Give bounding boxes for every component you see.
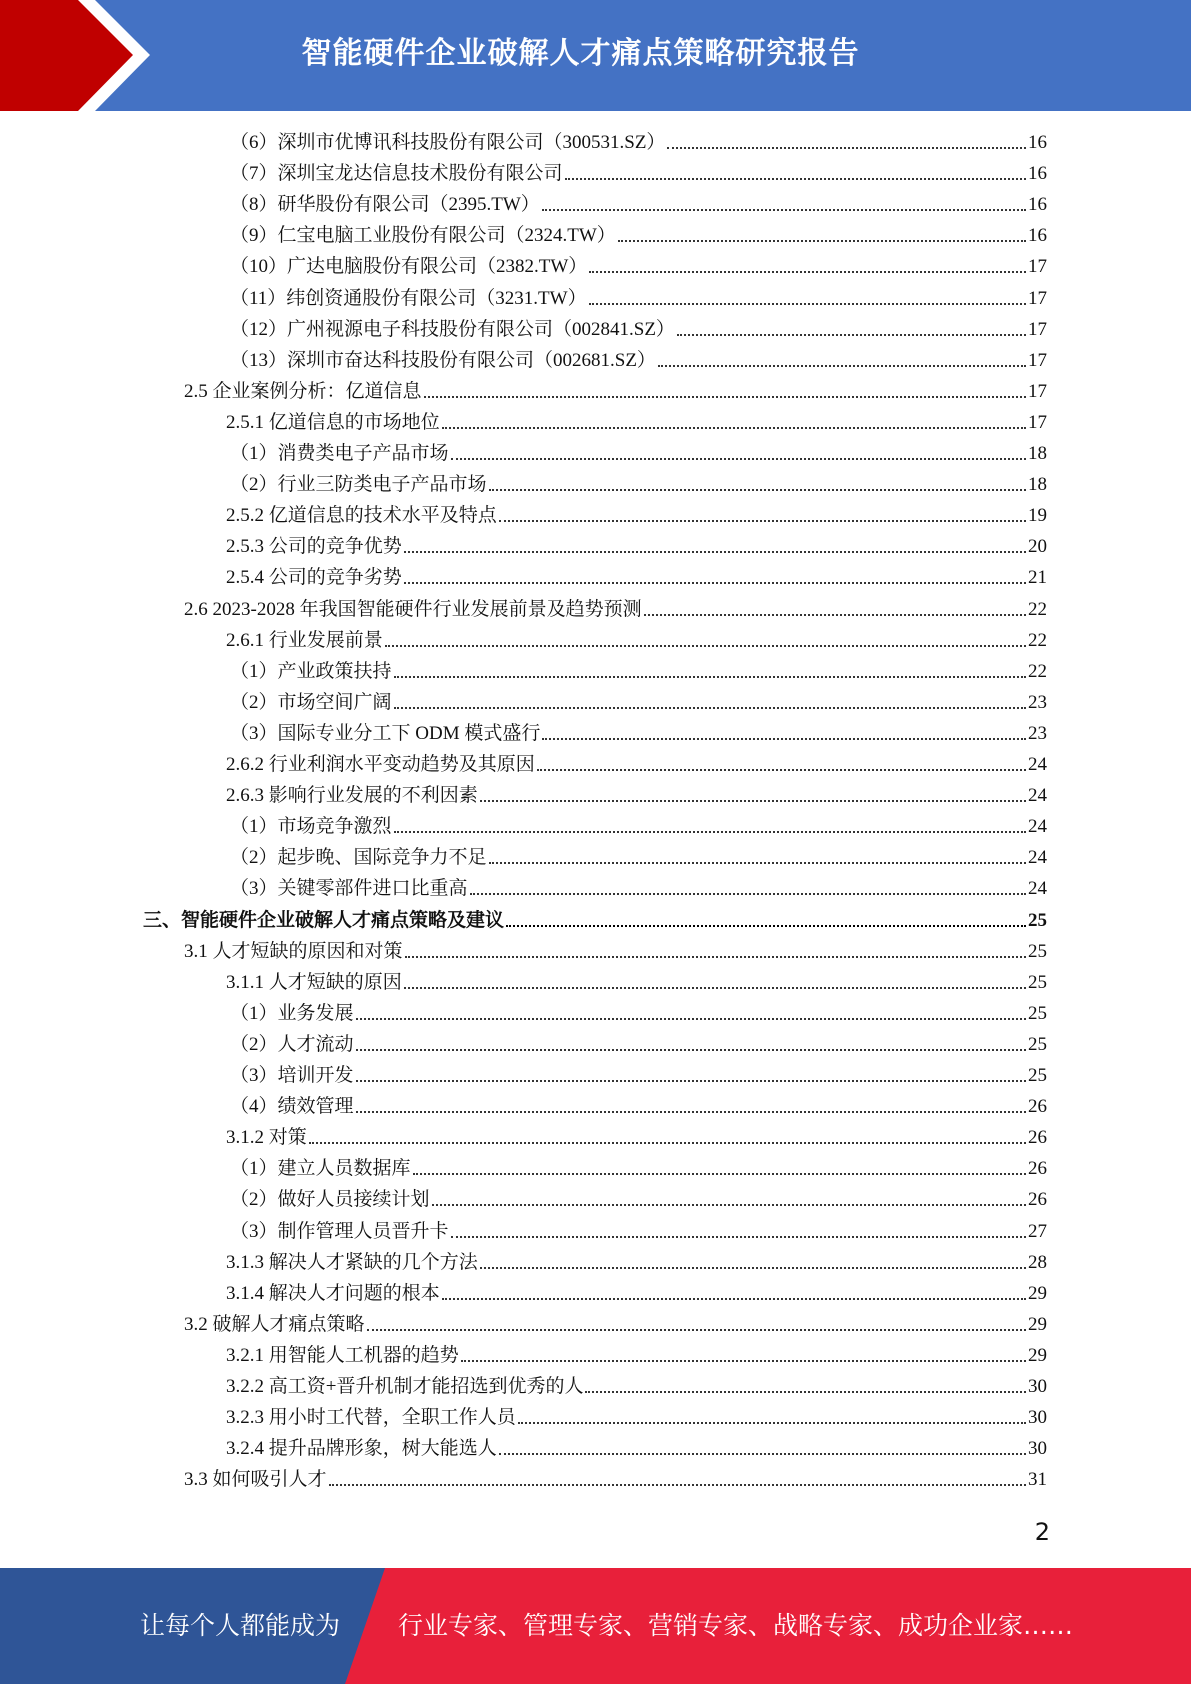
toc-entry-page: 26 <box>1028 1127 1047 1148</box>
toc-leader-dots <box>404 581 1026 584</box>
toc-leader-dots <box>658 364 1026 367</box>
toc-entry-title: 2.5.3 公司的竞争优势 <box>226 536 402 557</box>
toc-entry[interactable] <box>226 1247 1047 1278</box>
toc-entry[interactable] <box>230 718 1047 749</box>
toc-entry[interactable] <box>230 127 1047 158</box>
toc-entry-page: 17 <box>1028 381 1047 402</box>
toc-entry-page: 28 <box>1028 1252 1047 1273</box>
toc-entry-title: （7）深圳宝龙达信息技术股份有限公司 <box>230 163 563 184</box>
toc-leader-dots <box>451 457 1026 460</box>
toc-entry-page: 17 <box>1028 256 1047 277</box>
toc-entry[interactable] <box>230 811 1047 842</box>
toc-entry-title: （1）消费类电子产品市场 <box>230 443 449 464</box>
footer-slogan-left: 让每个人都能成为 <box>140 1611 341 1640</box>
footer-slogan-right: 行业专家、管理专家、营销专家、战略专家、成功企业家…… <box>398 1611 1074 1640</box>
toc-entry-title: 2.6.3 影响行业发展的不利因素 <box>226 785 478 806</box>
toc-entry-page: 23 <box>1028 723 1047 744</box>
toc-entry-page: 17 <box>1028 412 1047 433</box>
toc-entry[interactable] <box>230 469 1047 500</box>
toc-entry[interactable] <box>226 749 1047 780</box>
toc-leader-dots <box>405 955 1026 958</box>
toc-entry[interactable] <box>226 500 1047 531</box>
toc-entry-page: 29 <box>1028 1345 1047 1366</box>
toc-entry[interactable] <box>226 1433 1047 1464</box>
toc-leader-dots <box>442 1297 1026 1300</box>
toc-entry-page: 25 <box>1028 1065 1047 1086</box>
toc-leader-dots <box>499 1452 1026 1455</box>
toc-entry[interactable] <box>226 407 1047 438</box>
toc-leader-dots <box>413 1172 1026 1175</box>
toc-entry[interactable] <box>230 1060 1047 1091</box>
toc-leader-dots <box>542 208 1026 211</box>
toc-entry-title: 3.2.4 提升品牌形象，树大能选人 <box>226 1438 497 1459</box>
toc-entry-page: 22 <box>1028 630 1047 651</box>
toc-entry[interactable] <box>184 1309 1047 1340</box>
toc-entry-title: 2.5.4 公司的竞争劣势 <box>226 567 402 588</box>
toc-entry[interactable] <box>230 1216 1047 1247</box>
toc-leader-dots <box>644 613 1026 616</box>
toc-entry-title: （2）做好人员接续计划 <box>230 1189 430 1210</box>
toc-entry-page: 17 <box>1028 288 1047 309</box>
page-number: 2 <box>1034 1518 1050 1546</box>
toc-entry[interactable] <box>230 873 1047 904</box>
toc-entry-title: （1）业务发展 <box>230 1003 354 1024</box>
toc-leader-dots <box>542 737 1026 740</box>
toc-entry-page: 16 <box>1028 225 1047 246</box>
toc-entry-title: 3.1 人才短缺的原因和对策 <box>184 941 403 962</box>
toc-leader-dots <box>356 1017 1026 1020</box>
toc-entry-page: 25 <box>1028 972 1047 993</box>
toc-leader-dots <box>394 675 1026 678</box>
toc-entry-title: 3.1.1 人才短缺的原因 <box>226 972 402 993</box>
toc-entry-title: （1）市场竞争激烈 <box>230 816 392 837</box>
toc-entry-title: （2）行业三防类电子产品市场 <box>230 474 487 495</box>
toc-entry-page: 20 <box>1028 536 1047 557</box>
toc-entry-page: 16 <box>1028 163 1047 184</box>
toc-entry-title: 3.2.2 高工资+晋升机制才能招选到优秀的人 <box>226 1376 584 1397</box>
toc-entry[interactable] <box>184 1464 1047 1495</box>
toc-leader-dots <box>677 333 1026 336</box>
toc-entry-page: 17 <box>1028 319 1047 340</box>
toc-entry[interactable] <box>230 438 1047 469</box>
toc-entry-page: 26 <box>1028 1189 1047 1210</box>
toc-entry[interactable] <box>230 158 1047 189</box>
toc-entry-page: 31 <box>1028 1469 1047 1490</box>
toc-entry-title: （13）深圳市奋达科技股份有限公司（002681.SZ） <box>230 350 656 371</box>
toc-entry-title: （3）国际专业分工下 ODM 模式盛行 <box>230 723 541 744</box>
toc-entry-title: （2）市场空间广阔 <box>230 692 392 713</box>
toc-entry[interactable] <box>230 283 1047 314</box>
toc-entry-title: 2.5 企业案例分析：亿道信息 <box>184 381 422 402</box>
toc-entry-title: （3）关键零部件进口比重高 <box>230 878 468 899</box>
toc-entry-page: 25 <box>1028 910 1047 931</box>
toc-entry-title: 三、智能硬件企业破解人才痛点策略及建议 <box>143 910 505 931</box>
toc-leader-dots <box>499 519 1026 522</box>
toc-entry-page: 27 <box>1028 1221 1047 1242</box>
toc-entry[interactable] <box>226 1402 1047 1433</box>
toc-leader-dots <box>442 426 1026 429</box>
toc-entry-title: （3）培训开发 <box>230 1065 354 1086</box>
toc-entry-page: 26 <box>1028 1096 1047 1117</box>
toc-leader-dots <box>667 146 1026 149</box>
toc-entry[interactable] <box>230 1029 1047 1060</box>
toc-entry-page: 29 <box>1028 1314 1047 1335</box>
toc-leader-dots <box>309 1141 1026 1144</box>
page-header <box>0 0 1191 111</box>
toc-entry-page: 25 <box>1028 1003 1047 1024</box>
toc-entry[interactable] <box>230 314 1047 345</box>
toc-entry-page: 26 <box>1028 1158 1047 1179</box>
toc-leader-dots <box>585 1390 1026 1393</box>
toc-entry-page: 22 <box>1028 661 1047 682</box>
toc-leader-dots <box>461 1359 1026 1362</box>
toc-leader-dots <box>489 488 1026 491</box>
toc-entry-page: 30 <box>1028 1407 1047 1428</box>
toc-entry[interactable] <box>226 780 1047 811</box>
toc-entry-page: 17 <box>1028 350 1047 371</box>
toc-entry[interactable] <box>230 345 1047 376</box>
toc-entry-title: （8）研华股份有限公司（2395.TW） <box>230 194 540 215</box>
toc-leader-dots <box>394 706 1026 709</box>
toc-leader-dots <box>506 924 1026 927</box>
toc-entry[interactable] <box>226 1371 1047 1402</box>
toc-entry-page: 19 <box>1028 505 1047 526</box>
toc-entry-title: （10）广达电脑股份有限公司（2382.TW） <box>230 256 588 277</box>
toc-entry[interactable] <box>226 1340 1047 1371</box>
toc-entry[interactable] <box>230 998 1047 1029</box>
toc-entry[interactable] <box>230 842 1047 873</box>
toc-entry-title: （12）广州视源电子科技股份有限公司（002841.SZ） <box>230 319 675 340</box>
toc-entry-page: 30 <box>1028 1376 1047 1397</box>
toc-entry-title: （1）产业政策扶持 <box>230 661 392 682</box>
toc-entry[interactable] <box>143 905 1047 936</box>
toc-entry-page: 24 <box>1028 847 1047 868</box>
toc-entry[interactable] <box>230 1184 1047 1215</box>
toc-entry-page: 16 <box>1028 194 1047 215</box>
toc-leader-dots <box>367 1328 1026 1331</box>
toc-entry-page: 24 <box>1028 816 1047 837</box>
toc-entry[interactable] <box>230 220 1047 251</box>
toc-entry-title: 3.2 破解人才痛点策略 <box>184 1314 365 1335</box>
report-title: 智能硬件企业破解人才痛点策略研究报告 <box>301 36 860 71</box>
toc-entry-title: （9）仁宝电脑工业股份有限公司（2324.TW） <box>230 225 616 246</box>
toc-leader-dots <box>329 1483 1026 1486</box>
toc-entry-title: 3.1.4 解决人才问题的根本 <box>226 1283 440 1304</box>
toc-leader-dots <box>589 270 1026 273</box>
toc-entry[interactable] <box>184 376 1047 407</box>
toc-entry-title: 2.6 2023-2028 年我国智能硬件行业发展前景及趋势预测 <box>184 599 642 620</box>
toc-entry-title: （3）制作管理人员晋升卡 <box>230 1221 449 1242</box>
toc-entry[interactable] <box>230 251 1047 282</box>
toc-entry-title: 3.1.3 解决人才紧缺的几个方法 <box>226 1252 478 1273</box>
toc-leader-dots <box>565 177 1026 180</box>
toc-entry-title: （1）建立人员数据库 <box>230 1158 411 1179</box>
toc-leader-dots <box>470 892 1026 895</box>
toc-entry-title: （6）深圳市优博讯科技股份有限公司（300531.SZ） <box>230 132 666 153</box>
toc-entry-page: 30 <box>1028 1438 1047 1459</box>
toc-entry[interactable] <box>230 1153 1047 1184</box>
toc-leader-dots <box>451 1235 1026 1238</box>
toc-leader-dots <box>480 799 1026 802</box>
toc-entry[interactable] <box>184 594 1047 625</box>
toc-leader-dots <box>480 1266 1026 1269</box>
toc-entry-title: 2.5.2 亿道信息的技术水平及特点 <box>226 505 497 526</box>
toc-entry-page: 24 <box>1028 785 1047 806</box>
toc-entry[interactable] <box>226 1278 1047 1309</box>
toc-leader-dots <box>489 861 1026 864</box>
toc-entry-title: 3.2.3 用小时工代替，全职工作人员 <box>226 1407 516 1428</box>
toc-leader-dots <box>424 395 1026 398</box>
toc-leader-dots <box>589 302 1026 305</box>
toc-entry-title: 3.1.2 对策 <box>226 1127 307 1148</box>
toc-entry[interactable] <box>226 562 1047 593</box>
toc-entry-page: 25 <box>1028 941 1047 962</box>
toc-entry-title: 3.3 如何吸引人才 <box>184 1469 327 1490</box>
toc-leader-dots <box>356 1079 1026 1082</box>
toc-leader-dots <box>394 830 1026 833</box>
toc-entry-page: 18 <box>1028 474 1047 495</box>
toc-entry[interactable] <box>230 687 1047 718</box>
toc-entry-title: （2）起步晚、国际竞争力不足 <box>230 847 487 868</box>
toc-entry-page: 24 <box>1028 754 1047 775</box>
toc-entry-title: 3.2.1 用智能人工机器的趋势 <box>226 1345 459 1366</box>
toc-entry-title: （4）绩效管理 <box>230 1096 354 1117</box>
toc-entry[interactable] <box>230 1091 1047 1122</box>
toc-entry-page: 24 <box>1028 878 1047 899</box>
toc-leader-dots <box>432 1203 1026 1206</box>
toc-entry-page: 21 <box>1028 567 1047 588</box>
toc-entry-page: 22 <box>1028 599 1047 620</box>
toc-entry-title: 2.6.1 行业发展前景 <box>226 630 383 651</box>
toc-entry[interactable] <box>230 189 1047 220</box>
toc-entry[interactable] <box>226 531 1047 562</box>
toc-entry-page: 25 <box>1028 1034 1047 1055</box>
toc-entry-page: 23 <box>1028 692 1047 713</box>
toc-leader-dots <box>356 1110 1026 1113</box>
toc-entry[interactable] <box>226 625 1047 656</box>
toc-entry-page: 18 <box>1028 443 1047 464</box>
toc-entry-title: （11）纬创资通股份有限公司（3231.TW） <box>230 288 587 309</box>
toc-leader-dots <box>356 1048 1026 1051</box>
toc-leader-dots <box>518 1421 1026 1424</box>
toc-entry[interactable] <box>184 936 1047 967</box>
toc-leader-dots <box>404 550 1026 553</box>
toc-leader-dots <box>618 239 1026 242</box>
page-footer <box>0 1568 1191 1684</box>
toc-entry[interactable] <box>226 1122 1047 1153</box>
toc-entry[interactable] <box>230 656 1047 687</box>
toc-entry-title: （2）人才流动 <box>230 1034 354 1055</box>
toc-entry-page: 16 <box>1028 132 1047 153</box>
toc-entry-page: 29 <box>1028 1283 1047 1304</box>
toc-entry-title: 2.6.2 行业利润水平变动趋势及其原因 <box>226 754 535 775</box>
toc-entry[interactable] <box>226 967 1047 998</box>
toc-leader-dots <box>385 644 1026 647</box>
toc-leader-dots <box>537 768 1026 771</box>
toc-entry-title: 2.5.1 亿道信息的市场地位 <box>226 412 440 433</box>
toc-leader-dots <box>404 986 1026 989</box>
